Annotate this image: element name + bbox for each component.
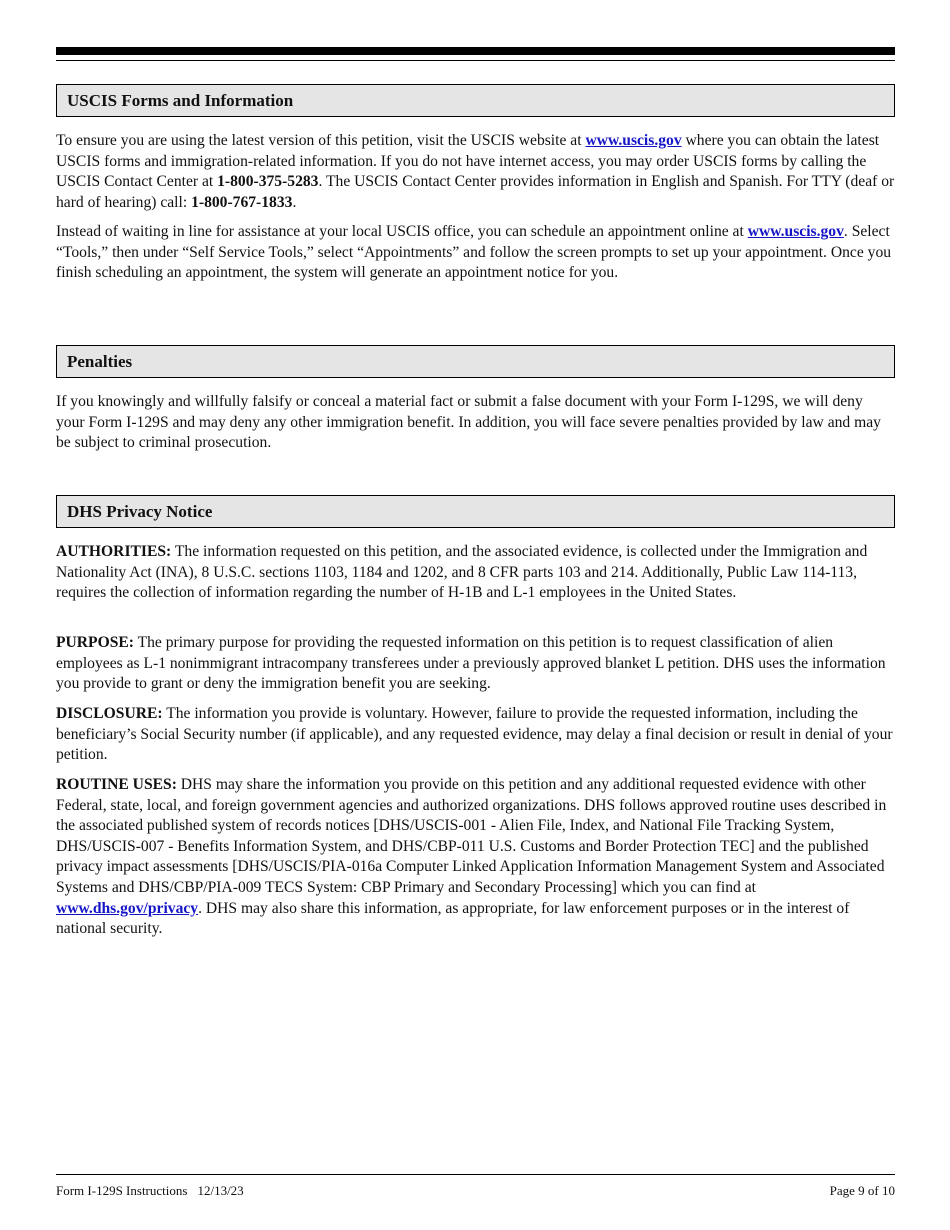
uscis-appointment-link[interactable]: www.uscis.gov — [747, 223, 844, 240]
uscis-p2-text-1: Instead of waiting in line for assistance at your local USCIS office, you can schedule an appointment online at — [56, 223, 748, 240]
uscis-p2-text-2: . Select “Tools,” then under “Self Service Tools,” select “Appointments” and follow the screen prompts to set up your appointment. Once you finish scheduling an appointment, the system will generate an appointment notice for you. — [56, 223, 892, 282]
purpose-label: PURPOSE: — [56, 634, 134, 651]
routine-uses-paragraph — [56, 775, 895, 940]
routine-uses-label: ROUTINE USES: — [56, 776, 177, 793]
dhs-privacy-link[interactable]: www.dhs.gov/privacy — [56, 899, 199, 917]
top-thin-rule — [56, 60, 895, 61]
contact-center-phone: 1-800-375-5283 — [217, 173, 319, 191]
top-thick-rule — [56, 47, 895, 55]
uscis-p1-text-2: where you can obtain the latest USCIS forms and immigration-related information. If you do not have internet access, you may order USCIS forms by calling the USCIS Contact Center at — [56, 132, 880, 191]
routine-uses-text-2: . DHS may also share this information, as appropriate, for law enforcement purposes or in the interest of national security. — [56, 899, 850, 938]
footer-form-info — [56, 1183, 244, 1199]
uscis-website-link[interactable]: www.uscis.gov — [585, 132, 682, 149]
routine-uses-text-1: DHS may share the information you provide on this petition and any additional requested evidence with other Federal, state, local, and foreign government agencies and authorized organizations. DHS follows approved routine uses described in the associated published system of records notices [DHS/USCIS-001 - Alien File, Index, and National File Tracking System, DHS/USCIS-007 - Benefits Information System, and DHS/CBP-011 U.S. Customs and Border Protection TEC] and the published privacy impact assessments [DHS/USCIS/PIA-016a Computer Linked Application Information Management System and Associated Systems and DHS/CBP/PIA-009 TECS System: CBP Primary and Secondary Processing] which you can find at — [56, 776, 887, 896]
uscis-forms-paragraph-2 — [56, 222, 895, 284]
footer-rule — [56, 1174, 895, 1175]
authorities-label: AUTHORITIES: — [56, 543, 172, 560]
uscis-p1-text-3: . The USCIS Contact Center provides information in English and Spanish. For TTY (deaf or hard of hearing) call: — [56, 173, 895, 211]
tty-phone: 1-800-767-1833 — [191, 193, 293, 211]
uscis-forms-heading: USCIS Forms and Information — [56, 84, 895, 117]
disclosure-text: The information you provide is voluntary. However, failure to provide the requested information, including the beneficiary’s Social Security number (if applicable), and any requested evidence, may delay a final decision or result in denial of your petition. — [56, 705, 893, 764]
footer-edition-date: 12/13/23 — [197, 1183, 244, 1198]
uscis-forms-paragraph-1 — [56, 131, 895, 213]
uscis-p1-text-1: To ensure you are using the latest version of this petition, visit the USCIS website at — [56, 132, 586, 149]
authorities-text: The information requested on this petition, and the associated evidence, is collected under the Immigration and Nationality Act (INA), 8 U.S.C. sections 1103, 1184 and 1202, and 8 CFR parts 103 and 214. Additionally, Public Law 114-113, requires the collection of information regarding the number of H-1B and L-1 employees in the United States. — [56, 543, 868, 602]
purpose-paragraph — [56, 633, 895, 695]
disclosure-paragraph — [56, 704, 895, 766]
purpose-text: The primary purpose for providing the requested information on this petition is to request classification of alien employees as L-1 nonimmigrant intracompany transferees under a previously approved blanket L petition. DHS uses the information you provide to grant or deny the immigration benefit you are seeking. — [56, 634, 886, 693]
uscis-p1-text-4: . — [292, 193, 297, 211]
penalties-paragraph: If you knowingly and willfully falsify or conceal a material fact or submit a false document with your Form I-129S, we will deny your Form I-129S and may deny any other immigration benefit. In addition, you will face severe penalties provided by law and may be subject to criminal prosecution. — [56, 393, 881, 452]
authorities-paragraph — [56, 542, 895, 604]
penalties-heading: Penalties — [56, 345, 895, 378]
footer-form-name: Form I-129S Instructions — [56, 1183, 188, 1198]
privacy-notice-heading: DHS Privacy Notice — [56, 495, 895, 528]
footer-page-number: Page 9 of 10 — [829, 1183, 895, 1198]
disclosure-label: DISCLOSURE: — [56, 705, 163, 722]
